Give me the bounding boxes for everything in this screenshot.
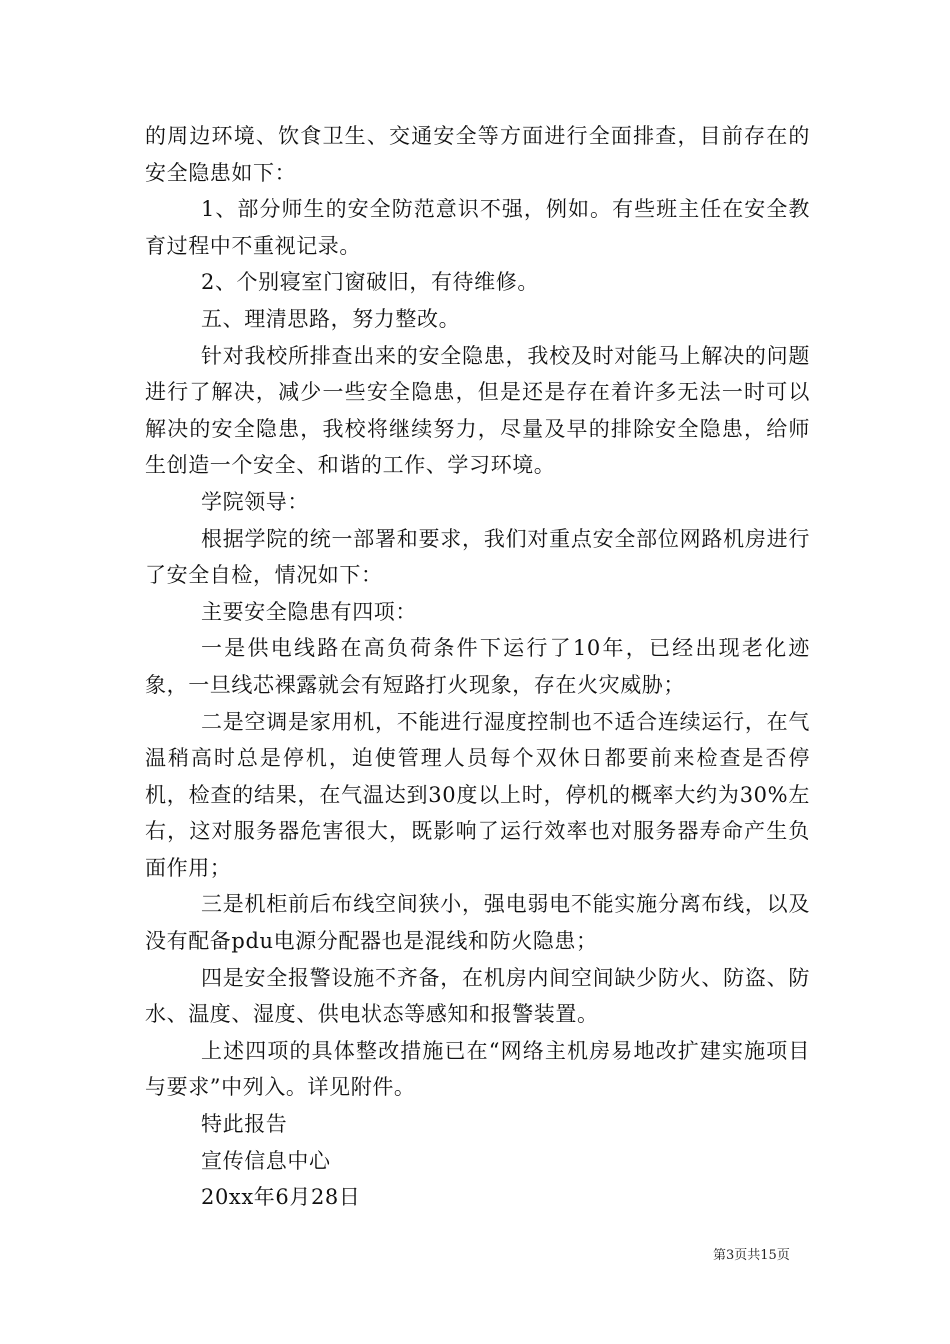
salutation: 学院领导： [201, 489, 309, 514]
hazard-item-1: 1、部分师生的安全防范意识不强，例如。有些班主任在安全教育过程中不重视记录。 [145, 197, 810, 258]
measures-paragraph: 上述四项的具体整改措施已在“网络主机房易地改扩建实施项目与要求”中列入。详见附件。 [145, 1038, 810, 1100]
hazard-cabinet-wiring: 三是机柜前后布线空间狭小，强电弱电不能实施分离布线，以及没有配备pdu电源分配器也是混线和防火隐患； [145, 892, 810, 954]
hazard-air-conditioning: 二是空调是家用机，不能进行湿度控制也不适合连续运行，在气温稍高时总是停机，迫使管理人员每个双休日都要前来检查是否停机，检查的结果，在气温达到30度以上时，停机的概率大约为30%左右，这对服务器危害很大，既影响了运行效率也对服务器寿命产生负面作用； [145, 709, 810, 880]
document-body [145, 118, 810, 1216]
page-number: 第3页共15页 [713, 1248, 790, 1263]
main-hazards-heading: 主要安全隐患有四项： [201, 599, 417, 624]
paragraph-continuation: 的周边环境、饮食卫生、交通安全等方面进行全面排查，目前存在的安全隐患如下： [145, 124, 810, 185]
signature-date: 20xx年6月28日 [201, 1185, 361, 1210]
closing-report: 特此报告 [201, 1112, 288, 1137]
hazard-power-lines: 一是供电线路在高负荷条件下运行了10年，已经出现老化迹象，一旦线芯裸露就会有短路打火现象，存在火灾威胁； [145, 636, 810, 697]
hazard-item-2: 2、个别寝室门窗破旧，有待维修。 [201, 270, 539, 295]
signature-department: 宣传信息中心 [201, 1148, 331, 1173]
section-heading-five: 五、理清思路，努力整改。 [201, 306, 461, 331]
hazard-alarm-facilities: 四是安全报警设施不齐备，在机房内间空间缺少防火、防盗、防水、温度、湿度、供电状态等感知和报警装置。 [145, 965, 810, 1027]
rectification-paragraph: 针对我校所排查出来的安全隐患，我校及时对能马上解决的问题进行了解决，减少一些安全隐患，但是还是存在着许多无法一时可以解决的安全隐患，我校将继续努力，尽量及早的排除安全隐患，给师生创造一个安全、和谐的工作、学习环境。 [145, 343, 810, 478]
self-inspection-intro: 根据学院的统一部署和要求，我们对重点安全部位网路机房进行了安全自检，情况如下： [145, 526, 810, 588]
